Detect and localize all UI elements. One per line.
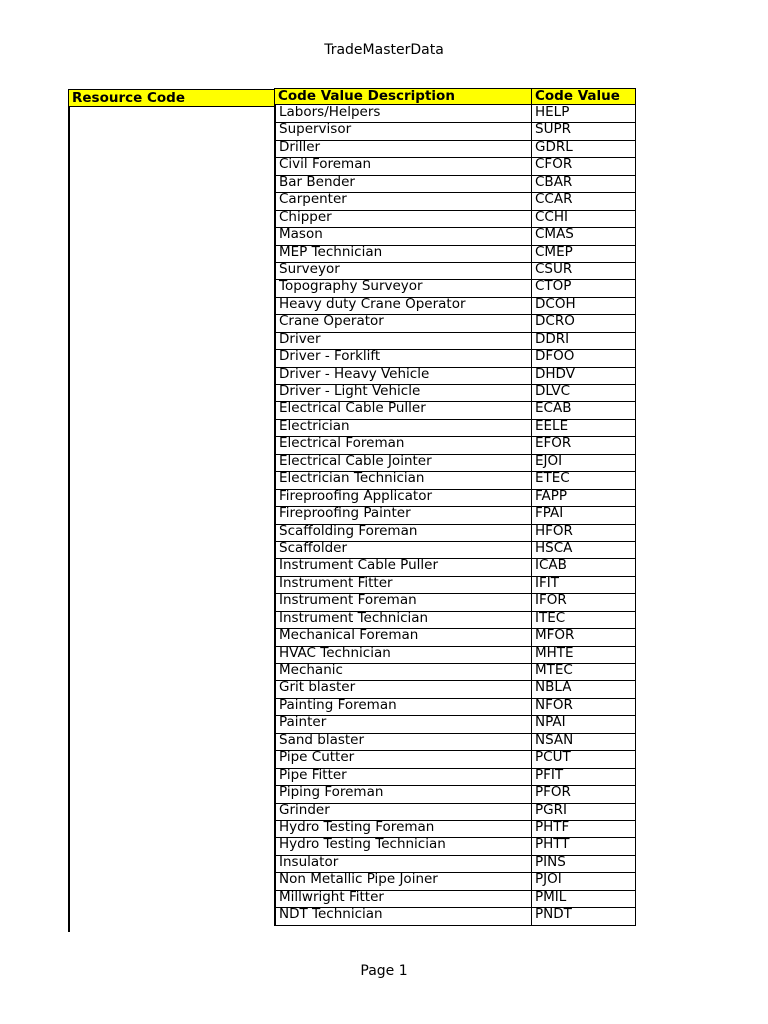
code-value-description-cell: Electrician (274, 419, 532, 437)
code-value-description-cell: Heavy duty Crane Operator (274, 297, 532, 315)
code-value-description-cell: Mechanic (274, 663, 532, 681)
code-value-description-cell: Mechanical Foreman (274, 628, 532, 646)
code-value-cell: CCHI (531, 210, 636, 228)
code-value-description-cell: Sand blaster (274, 733, 532, 751)
code-value-cell: ICAB (531, 558, 636, 576)
code-value-cell: PMIL (531, 890, 636, 908)
code-value-cell: CTOP (531, 279, 636, 297)
code-value-description-cell: Driver - Forklift (274, 349, 532, 367)
code-value-description-cell: Grinder (274, 803, 532, 821)
code-value-description-cell: Carpenter (274, 192, 532, 210)
code-value-description-cell: Piping Foreman (274, 785, 532, 803)
code-value-description-cell: Hydro Testing Foreman (274, 820, 532, 838)
code-value-cell: PFOR (531, 785, 636, 803)
code-value-cell: DHDV (531, 367, 636, 385)
code-value-cell: PNDT (531, 907, 636, 925)
code-value-description-cell: Instrument Fitter (274, 576, 532, 594)
code-value-description-cell: Mason (274, 227, 532, 245)
code-value-description-cell: Non Metallic Pipe Joiner (274, 872, 532, 890)
code-value-description-cell: NDT Technician (274, 907, 532, 925)
code-value-description-cell: Instrument Foreman (274, 593, 532, 611)
code-value-description-cell: Topography Surveyor (274, 279, 532, 297)
code-value-description-cell: Driller (274, 140, 532, 158)
code-value-description-cell: Grit blaster (274, 680, 532, 698)
code-value-cell: CSUR (531, 262, 636, 280)
code-value-cell: IFIT (531, 576, 636, 594)
code-value-description-cell: Hydro Testing Technician (274, 837, 532, 855)
code-value-description-cell: Millwright Fitter (274, 890, 532, 908)
code-value-cell: NBLA (531, 680, 636, 698)
code-value-cell: DLVC (531, 384, 636, 402)
code-value-cell: GDRL (531, 140, 636, 158)
page-footer: Page 1 (360, 963, 408, 979)
code-value-cell: ETEC (531, 471, 636, 489)
code-value-cell: MFOR (531, 628, 636, 646)
header-code-value-description: Code Value Description (274, 88, 532, 105)
code-value-description-cell: Surveyor (274, 262, 532, 280)
code-value-description-cell: Supervisor (274, 122, 532, 140)
code-value-description-cell: Scaffolding Foreman (274, 524, 532, 542)
code-value-cell: DDRI (531, 332, 636, 350)
code-value-description-cell: Painting Foreman (274, 698, 532, 716)
resource-code-column-border (68, 106, 70, 932)
code-value-cell: MHTE (531, 646, 636, 664)
code-value-description-cell: HVAC Technician (274, 646, 532, 664)
code-value-cell: HELP (531, 105, 636, 123)
code-value-cell: DCRO (531, 314, 636, 332)
code-value-description-cell: Labors/Helpers (274, 105, 532, 123)
code-value-cell: CBAR (531, 175, 636, 193)
code-value-cell: HFOR (531, 524, 636, 542)
code-value-description-cell: Electrical Cable Puller (274, 401, 532, 419)
code-value-cell: PHTF (531, 820, 636, 838)
code-value-cell: EFOR (531, 436, 636, 454)
code-value-cell: HSCA (531, 541, 636, 559)
code-value-cell: PHTT (531, 837, 636, 855)
code-value-description-cell: MEP Technician (274, 245, 532, 263)
code-value-cell: FPAI (531, 506, 636, 524)
code-value-cell: PGRI (531, 803, 636, 821)
code-value-description-cell: Pipe Cutter (274, 750, 532, 768)
code-value-cell: FAPP (531, 489, 636, 507)
code-value-description-cell: Fireproofing Applicator (274, 489, 532, 507)
code-value-cell: MTEC (531, 663, 636, 681)
code-value-cell: CFOR (531, 157, 636, 175)
code-value-cell: CCAR (531, 192, 636, 210)
code-value-cell: NSAN (531, 733, 636, 751)
code-value-description-cell: Driver - Light Vehicle (274, 384, 532, 402)
code-value-description-cell: Chipper (274, 210, 532, 228)
code-value-cell: PINS (531, 855, 636, 873)
code-value-cell: IFOR (531, 593, 636, 611)
code-value-cell: CMAS (531, 227, 636, 245)
code-value-cell: EJOI (531, 454, 636, 472)
code-value-cell: PFIT (531, 768, 636, 786)
code-value-description-cell: Pipe Fitter (274, 768, 532, 786)
code-value-description-cell: Bar Bender (274, 175, 532, 193)
code-value-description-cell: Instrument Technician (274, 611, 532, 629)
code-value-cell: CMEP (531, 245, 636, 263)
code-value-description-cell: Painter (274, 715, 532, 733)
code-value-cell: SUPR (531, 122, 636, 140)
code-value-description-cell: Driver (274, 332, 532, 350)
header-code-value: Code Value (531, 88, 636, 105)
code-value-description-cell: Fireproofing Painter (274, 506, 532, 524)
code-value-cell: ECAB (531, 401, 636, 419)
code-value-cell: ITEC (531, 611, 636, 629)
code-value-cell: DCOH (531, 297, 636, 315)
code-value-description-cell: Insulator (274, 855, 532, 873)
code-value-cell: NFOR (531, 698, 636, 716)
code-value-cell: PCUT (531, 750, 636, 768)
code-value-description-cell: Civil Foreman (274, 157, 532, 175)
code-value-description-cell: Electrical Cable Jointer (274, 454, 532, 472)
code-value-description-cell: Scaffolder (274, 541, 532, 559)
header-resource-code: Resource Code (68, 89, 275, 107)
code-value-description-cell: Electrician Technician (274, 471, 532, 489)
code-value-description-cell: Electrical Foreman (274, 436, 532, 454)
code-value-cell: NPAI (531, 715, 636, 733)
code-value-cell: PJOI (531, 872, 636, 890)
code-value-description-cell: Crane Operator (274, 314, 532, 332)
code-value-description-cell: Instrument Cable Puller (274, 558, 532, 576)
code-value-description-cell: Driver - Heavy Vehicle (274, 367, 532, 385)
code-value-cell: DFOO (531, 349, 636, 367)
page-title: TradeMasterData (324, 42, 444, 58)
code-value-cell: EELE (531, 419, 636, 437)
